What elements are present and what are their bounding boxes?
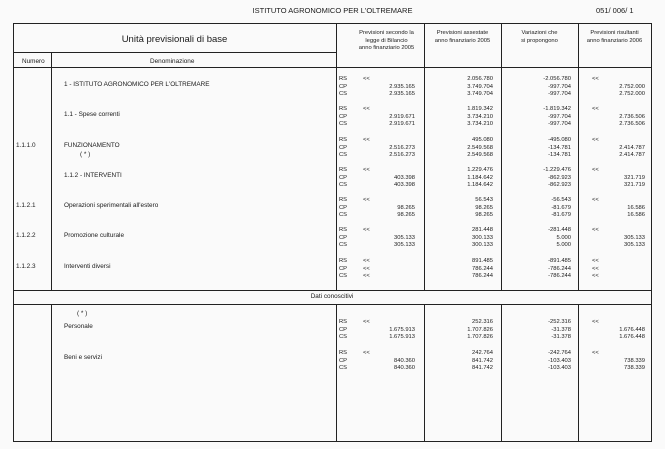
row-value: -134.781 [548, 152, 571, 159]
row-code-cs: CS [339, 242, 348, 249]
row-value: -495.080 [548, 137, 571, 143]
dati-row-value: -252.316 [548, 319, 571, 325]
dati-row-label: Beni e servizi [64, 354, 103, 361]
row-code-rs: RS [339, 258, 348, 264]
row-value: 2.752.000 [619, 83, 645, 90]
row-code-rs: RS [339, 197, 348, 203]
row-value: 321.719 [624, 174, 645, 181]
row-value: << [592, 273, 599, 280]
row-code-rs: RS [339, 137, 348, 143]
dati-row-value: 738.339 [624, 365, 645, 372]
dati-row-value: 840.360 [394, 365, 415, 372]
row-value: << [592, 227, 599, 233]
table-border-right [651, 23, 652, 442]
row-numero: 1.1.2.3 [16, 263, 36, 270]
dati-top-rule [13, 290, 651, 291]
row-value: << [592, 106, 599, 112]
table-border-bottom [13, 441, 651, 442]
variazioni-header: si propongono [521, 37, 558, 44]
row-value: << [592, 76, 599, 82]
row-value: 2.414.787 [619, 144, 645, 151]
row-code-cp: CP [339, 83, 348, 90]
previsioni-assestate-header: Previsioni assestate [436, 30, 489, 36]
row-value: -56.543 [551, 197, 571, 203]
row-value: 300.133 [472, 234, 493, 241]
column-divider [578, 23, 579, 290]
row-value: << [592, 137, 599, 143]
header-inner-rule [13, 52, 336, 53]
column-divider [501, 23, 502, 290]
row-denominazione: 1 - ISTITUTO AGRONOMICO PER L'OLTREMARE [64, 81, 210, 88]
dati-row-value: 738.339 [624, 357, 645, 364]
row-value: << [363, 167, 370, 173]
row-denominazione: 1.1.2 - INTERVENTI [64, 172, 122, 179]
row-value: 2.549.568 [467, 144, 493, 151]
row-value: 16.586 [627, 212, 645, 219]
dati-row-value: << [363, 350, 370, 356]
dati-row-value: 252.316 [472, 319, 493, 325]
dati-row-note: ( * ) [77, 310, 88, 317]
column-divider [336, 304, 337, 441]
row-value: << [363, 227, 370, 233]
row-value: 300.133 [472, 242, 493, 249]
column-divider [501, 304, 502, 441]
row-value: 2.935.165 [389, 91, 415, 98]
row-value: -786.244 [548, 265, 571, 272]
denominazione-header: Denominazione [150, 58, 195, 65]
row-value: 305.133 [394, 242, 415, 249]
unita-previsionali-header: Unità previsionali di base [121, 34, 228, 45]
dati-bottom-rule [13, 304, 651, 305]
row-value: -997.704 [548, 113, 571, 120]
row-denominazione: FUNZIONAMENTO [64, 142, 120, 149]
row-value: 786.244 [472, 273, 493, 280]
row-value: -81.679 [551, 212, 571, 219]
table-border-left [13, 23, 14, 441]
row-value: 891.485 [472, 258, 493, 264]
row-value: 403.398 [394, 174, 415, 181]
dati-row-value: 1.675.913 [389, 334, 415, 341]
dati-row-value: 840.360 [394, 357, 415, 364]
row-value: 1.184.642 [467, 174, 493, 181]
row-value: 2.919.671 [389, 113, 415, 120]
row-value: << [363, 197, 370, 203]
row-value: 3.734.210 [467, 113, 493, 120]
row-value: 5.000 [556, 234, 571, 241]
row-numero: 1.1.2.2 [16, 232, 36, 239]
row-value: 305.133 [624, 234, 645, 241]
row-value: 2.516.273 [389, 152, 415, 159]
row-value: -81.679 [551, 204, 571, 211]
row-value: 2.414.787 [619, 152, 645, 159]
dati-row-value: << [592, 350, 599, 356]
row-value: 3.749.704 [467, 83, 493, 90]
row-value: 3.734.210 [467, 121, 493, 128]
numero-divider [51, 304, 52, 441]
row-code-rs: RS [339, 106, 348, 112]
row-value: 2.919.671 [389, 121, 415, 128]
previsioni-legge-header: legge di Bilancio [365, 37, 408, 44]
row-value: 98.265 [475, 212, 493, 219]
column-divider [424, 23, 425, 290]
row-value: 786.244 [472, 265, 493, 272]
row-value: 2.736.506 [619, 121, 645, 128]
row-denominazione: Operazioni sperimentali all'estero [64, 202, 159, 209]
row-value: 1.184.642 [467, 182, 493, 189]
row-value: 2.935.165 [389, 83, 415, 90]
row-code-cs: CS [339, 121, 348, 128]
table-border-top [13, 23, 651, 24]
dati-row-value: 841.742 [472, 365, 493, 372]
dati-conoscitivi-label: Dati conoscitivi [310, 293, 354, 300]
row-value: << [363, 258, 370, 264]
row-value: 98.265 [397, 212, 415, 219]
row-code-cp: CP [339, 204, 348, 211]
column-divider [424, 304, 425, 441]
row-value: 2.516.273 [389, 144, 415, 151]
row-value: 98.265 [475, 204, 493, 211]
row-value: 98.265 [397, 204, 415, 211]
variazioni-header: Variazioni che [521, 30, 558, 36]
dati-row-value: -242.764 [548, 350, 571, 356]
row-value: -997.704 [548, 83, 571, 90]
row-value: << [363, 265, 370, 272]
column-divider [578, 304, 579, 441]
row-code-cp: CP [339, 265, 348, 272]
row-value: 5.000 [556, 242, 571, 249]
numero-header: Numero [22, 58, 45, 65]
row-value: 1.229.476 [467, 167, 493, 173]
previsioni-legge-header: Previsioni secondo la [359, 30, 414, 36]
row-code-rs: RS [339, 167, 348, 173]
row-note: ( * ) [80, 151, 91, 158]
row-value: 281.448 [472, 227, 493, 233]
row-code-cp: CP [339, 113, 348, 120]
row-value: 56.543 [475, 197, 493, 203]
row-value: -1.819.342 [543, 106, 571, 112]
row-value: 403.398 [394, 182, 415, 189]
dati-row-code-cs: CS [339, 365, 348, 372]
row-value: -891.485 [548, 258, 571, 264]
row-value: -134.781 [548, 144, 571, 151]
row-code-cs: CS [339, 212, 348, 219]
row-value: << [592, 265, 599, 272]
row-value: -862.923 [548, 174, 571, 181]
previsioni-legge-header: anno finanziario 2005 [358, 45, 415, 51]
dati-row-code-rs: RS [339, 319, 348, 325]
header-bottom-rule [13, 67, 651, 68]
row-value: 2.549.568 [467, 152, 493, 159]
row-value: -786.244 [548, 273, 571, 280]
row-code-cs: CS [339, 182, 348, 189]
row-numero: 1.1.2.1 [16, 202, 36, 209]
row-value: << [363, 273, 370, 280]
row-value: -997.704 [548, 91, 571, 98]
previsioni-assestate-header: anno finanziario 2005 [434, 37, 491, 44]
dati-row-value: -103.403 [548, 357, 571, 364]
row-value: -281.448 [548, 227, 571, 233]
row-code-cp: CP [339, 234, 348, 241]
row-value: << [592, 167, 599, 173]
row-value: << [592, 197, 599, 203]
row-value: -1.229.476 [543, 167, 571, 173]
row-value: << [592, 258, 599, 264]
row-value: << [363, 137, 370, 143]
row-value: 305.133 [394, 234, 415, 241]
row-value: 2.752.000 [619, 91, 645, 98]
row-value: -2.056.780 [543, 76, 571, 82]
dati-row-value: 1.675.913 [389, 326, 415, 333]
numero-divider [51, 52, 52, 290]
dati-row-value: 1.707.826 [467, 334, 493, 341]
row-value: 321.719 [624, 182, 645, 189]
row-numero: 1.1.1.0 [16, 142, 36, 149]
previsioni-risultanti-header: anno finanziario 2006 [586, 37, 643, 44]
dati-row-code-cs: CS [339, 334, 348, 341]
dati-row-value: -103.403 [548, 365, 571, 372]
dati-row-label: Personale [64, 323, 93, 330]
row-code-cp: CP [339, 144, 348, 151]
row-code-cp: CP [339, 174, 348, 181]
row-denominazione: 1.1 - Spese correnti [64, 111, 120, 118]
row-value: 495.080 [472, 137, 493, 143]
row-value: -997.704 [548, 121, 571, 128]
dati-row-value: -31.378 [551, 326, 571, 333]
dati-row-value: 1.676.448 [619, 326, 645, 333]
dati-row-code-cp: CP [339, 357, 348, 364]
dati-row-value: -31.378 [551, 334, 571, 341]
row-value: 1.819.342 [467, 106, 493, 112]
dati-row-code-rs: RS [339, 350, 348, 356]
row-value: 2.736.506 [619, 113, 645, 120]
row-value: -862.923 [548, 182, 571, 189]
previsioni-risultanti-header: Previsioni risultanti [590, 30, 639, 36]
row-code-cs: CS [339, 273, 348, 280]
row-code-rs: RS [339, 76, 348, 82]
row-value: 305.133 [624, 242, 645, 249]
page-header-title: ISTITUTO AGRONOMICO PER L'OLTREMARE [252, 6, 413, 15]
row-value: << [363, 76, 370, 82]
row-code-cs: CS [339, 91, 348, 98]
row-code-rs: RS [339, 227, 348, 233]
row-value: << [363, 106, 370, 112]
column-divider [336, 23, 337, 290]
row-value: 2.056.780 [467, 76, 493, 82]
dati-row-value: 1.676.448 [619, 334, 645, 341]
row-value: 16.586 [627, 204, 645, 211]
dati-row-code-cp: CP [339, 326, 348, 333]
page-number: 051/ 006/ 1 [596, 6, 634, 15]
dati-row-value: << [592, 319, 599, 325]
dati-row-value: 841.742 [472, 357, 493, 364]
row-denominazione: Interventi diversi [64, 263, 111, 270]
row-denominazione: Promozione culturale [64, 232, 125, 239]
dati-row-value: << [363, 319, 370, 325]
row-value: 3.749.704 [467, 91, 493, 98]
dati-row-value: 242.764 [472, 350, 493, 356]
dati-row-value: 1.707.826 [467, 326, 493, 333]
row-code-cs: CS [339, 152, 348, 159]
